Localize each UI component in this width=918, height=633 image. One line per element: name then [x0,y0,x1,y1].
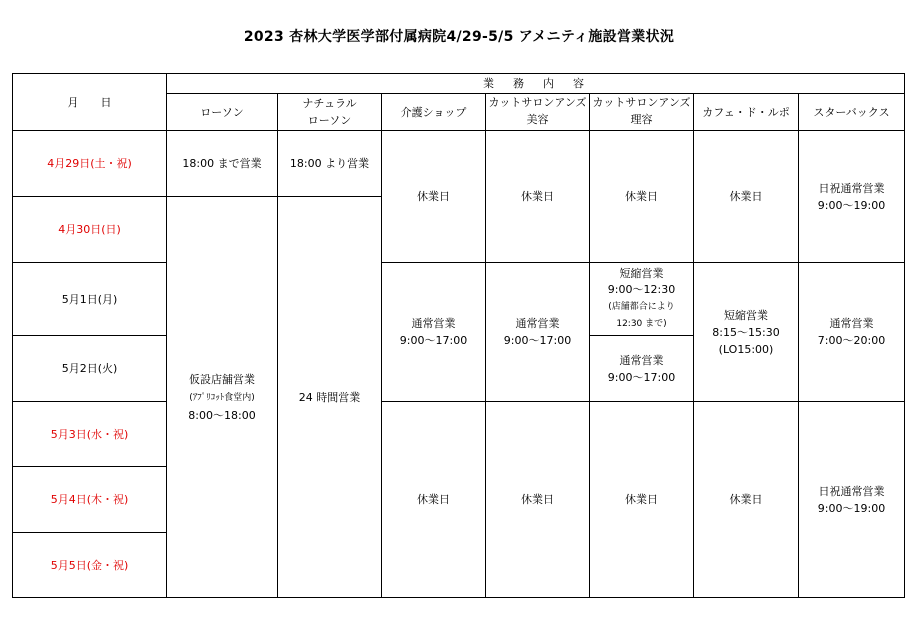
cafe-closed-0429-0430: 休業日 [694,131,799,263]
date-cell-0505: 5月5日(金・祝) [13,533,167,598]
store-header-salon-barber: カットサロンアンズ 理容 [590,94,694,131]
salon-beauty-closed-0429-0430: 休業日 [486,131,590,263]
lawson-0429: 18:00 まで営業 [167,131,278,197]
salon-barber-closed-0503-0505: 休業日 [590,402,694,598]
natural-lawson-24h: 24 時間営業 [278,197,382,598]
care-shop-normal-0501-0502: 通常営業 9:00～17:00 [382,263,486,402]
schedule-table [12,73,905,598]
page-title: 2023 杏林大学医学部付属病院4/29-5/5 アメニティ施設営業状況 [243,29,675,45]
cafe-short-0501-0502: 短縮営業 8:15～15:30 (LO15:00) [694,263,799,402]
natural-lawson-0429: 18:00 より営業 [278,131,382,197]
care-shop-closed-0429-0430: 休業日 [382,131,486,263]
lawson-temporary-store: 仮設店舗営業 (ｱﾌﾟﾘｺｯﾄ食堂内) 8:00～18:00 [167,197,278,598]
starbucks-holiday-0429-0430: 日祝通常営業 9:00～19:00 [799,131,905,263]
store-header-care-shop: 介護ショップ [382,94,486,131]
store-header-cafe: カフェ・ド・ルポ [694,94,799,131]
date-cell-0430: 4月30日(日) [13,197,167,263]
date-cell-0503: 5月3日(水・祝) [13,402,167,467]
store-header-lawson: ローソン [167,94,278,131]
salon-beauty-closed-0503-0505: 休業日 [486,402,590,598]
date-cell-0502: 5月2日(火) [13,336,167,402]
salon-barber-closed-0429-0430: 休業日 [590,131,694,263]
salon-barber-short-0501: 短縮営業 9:00～12:30 (店舗都合により 12:30 まで) [590,263,694,336]
starbucks-normal-0501-0502: 通常営業 7:00～20:00 [799,263,905,402]
date-cell-0504: 5月4日(木・祝) [13,467,167,533]
date-column-header: 月 日 [13,74,167,131]
store-header-natural-lawson: ナチュラル ローソン [278,94,382,131]
group-header: 業 務 内 容 [167,74,905,94]
cafe-closed-0503-0505: 休業日 [694,402,799,598]
store-header-starbucks: スターバックス [799,94,905,131]
salon-beauty-normal-0501-0502: 通常営業 9:00～17:00 [486,263,590,402]
date-cell-0429: 4月29日(土・祝) [13,131,167,197]
date-cell-0501: 5月1日(月) [13,263,167,336]
salon-barber-normal-0502: 通常営業 9:00～17:00 [590,336,694,402]
care-shop-closed-0503-0505: 休業日 [382,402,486,598]
store-header-salon-beauty: カットサロンアンズ 美容 [486,94,590,131]
starbucks-holiday-0503-0505: 日祝通常営業 9:00～19:00 [799,402,905,598]
